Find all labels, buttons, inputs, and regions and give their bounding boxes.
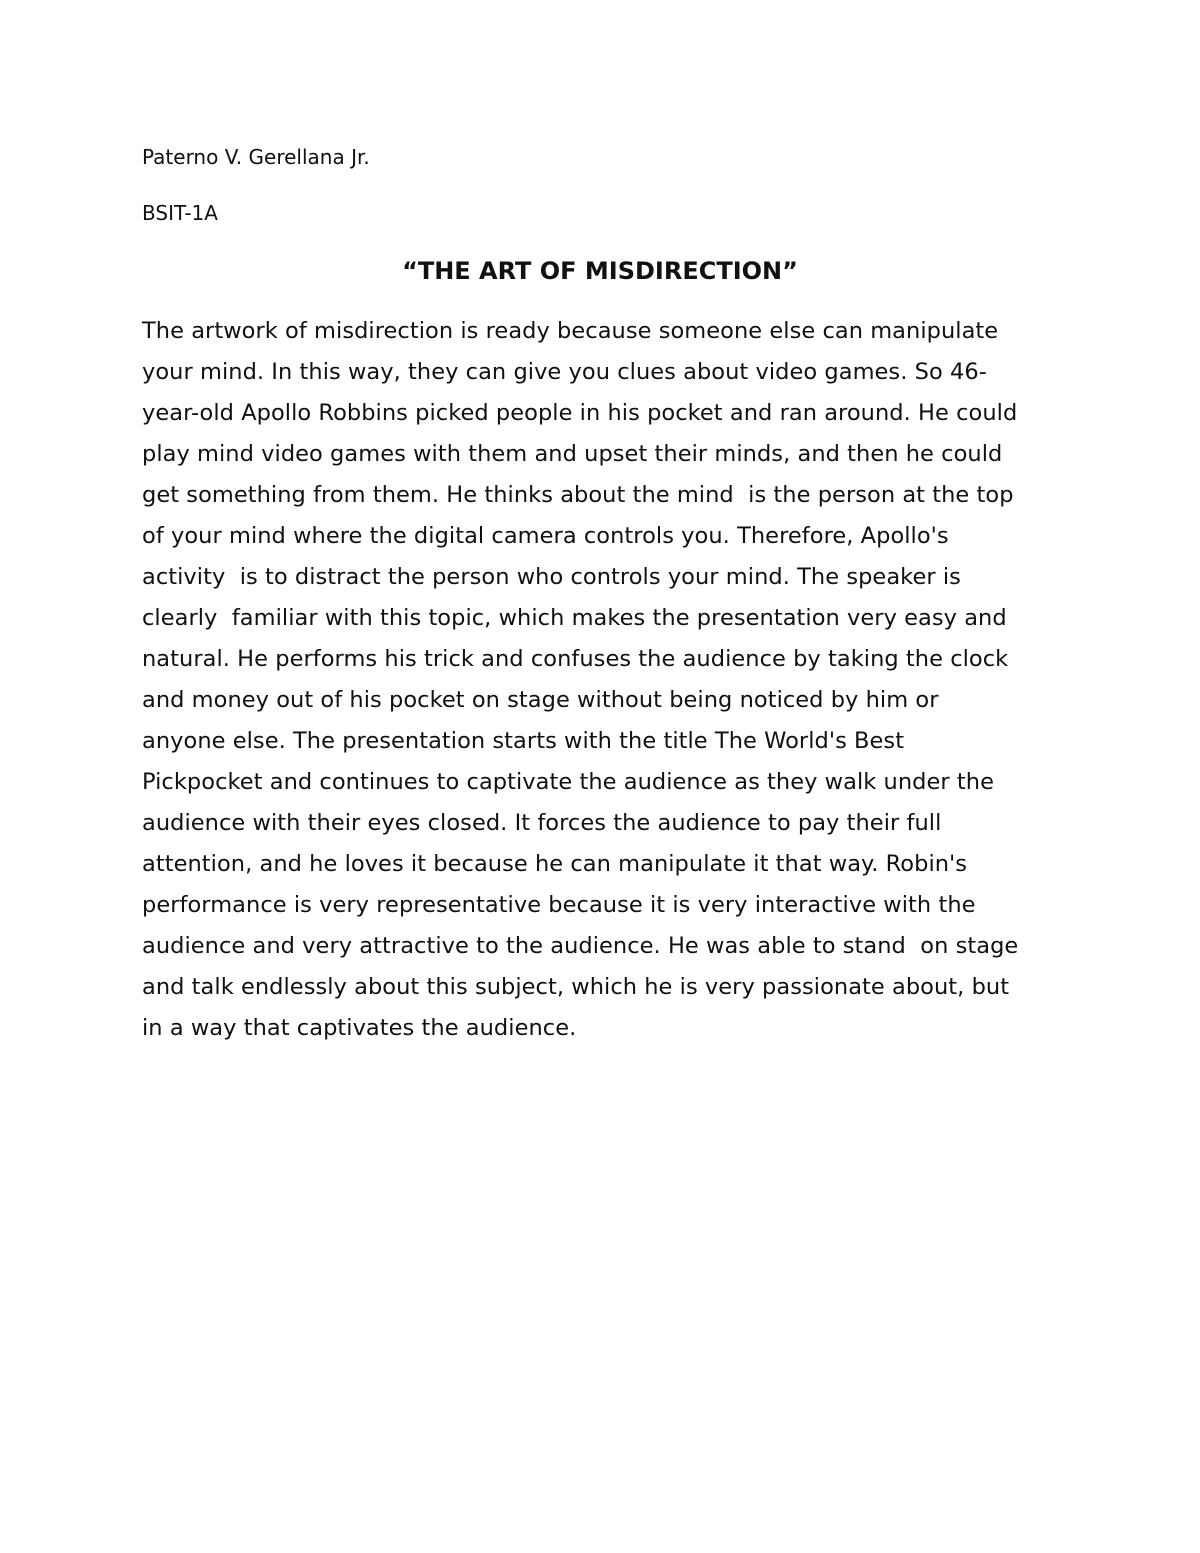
body-line: get something from them. He thinks about the mind is the person at the top — [142, 482, 1014, 508]
body-line: attention, and he loves it because he can manipulate it that way. Robin's — [142, 851, 968, 877]
body-line: anyone else. The presentation starts with the title The World's Best — [142, 728, 905, 754]
author-name: Paterno V. Gerellana Jr. — [142, 145, 370, 169]
essay-title: “THE ART OF MISDIRECTION” — [402, 257, 798, 285]
body-line: and money out of his pocket on stage without being noticed by him or — [142, 687, 939, 713]
body-line: clearly familiar with this topic, which makes the presentation very easy and — [142, 605, 1007, 631]
body-line: activity is to distract the person who controls your mind. The speaker is — [142, 564, 961, 590]
class-section: BSIT-1A — [142, 201, 218, 225]
body-line: audience and very attractive to the audience. He was able to stand on stage — [142, 933, 1019, 959]
body-line: of your mind where the digital camera controls you. Therefore, Apollo's — [142, 523, 949, 549]
body-line: play mind video games with them and upset their minds, and then he could — [142, 441, 1003, 467]
body-line: performance is very representative because it is very interactive with the — [142, 892, 976, 918]
body-line: year-old Apollo Robbins picked people in his pocket and ran around. He could — [142, 400, 1018, 426]
body-line: natural. He performs his trick and confuses the audience by taking the clock — [142, 646, 1009, 672]
body-line: in a way that captivates the audience. — [142, 1015, 577, 1041]
body-line: your mind. In this way, they can give you clues about video games. So 46- — [142, 359, 987, 385]
body-line: Pickpocket and continues to captivate the audience as they walk under the — [142, 769, 994, 795]
body-line: The artwork of misdirection is ready because someone else can manipulate — [142, 318, 999, 344]
body-line: audience with their eyes closed. It forces the audience to pay their full — [142, 810, 942, 836]
body-line: and talk endlessly about this subject, which he is very passionate about, but — [142, 974, 1010, 1000]
